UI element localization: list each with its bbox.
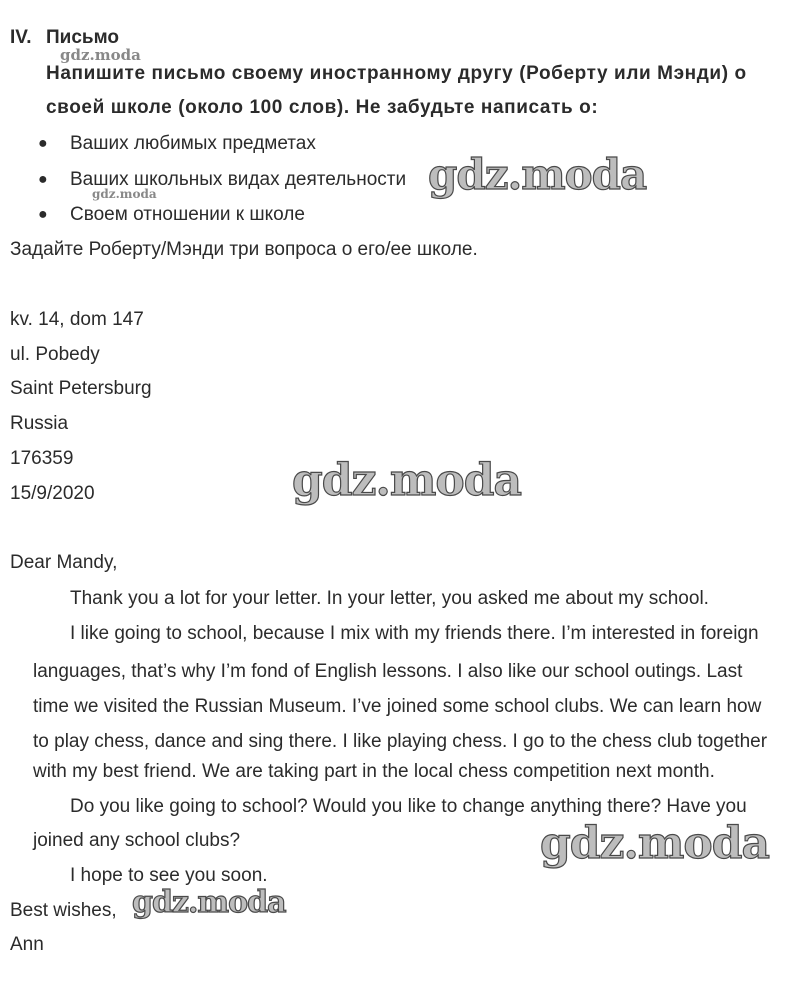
letter-signature: Ann <box>10 934 44 955</box>
letter-paragraph-1: Thank you a lot for your letter. In your letter, you asked me about my school. <box>70 588 709 609</box>
address-line-1: kv. 14, dom 147 <box>10 309 144 330</box>
letter-paragraph-3-first: Do you like going to school? Would you like to change anything there? Have you <box>70 796 747 817</box>
letter-greeting: Dear Mandy, <box>10 552 118 573</box>
bullet-item-attitude: Своем отношении к школе <box>70 204 305 225</box>
questions-note: Задайте Роберту/Мэнди три вопроса о его/ее школе. <box>10 239 478 260</box>
letter-paragraph-2-line: time we visited the Russian Museum. I’ve joined some school clubs. We can learn how <box>33 696 762 717</box>
letter-paragraph-3-line: joined any school clubs? <box>33 830 241 851</box>
watermark-tiny: gdz.moda <box>92 187 157 201</box>
letter-paragraph-2-line: languages, that’s why I’m fond of English lessons. I also like our school outings. Last <box>33 661 743 682</box>
instruction-line-2: своей школе (около 100 слов). Не забудьте написать о: <box>46 97 599 118</box>
bullet-marker: ● <box>38 135 48 152</box>
task-number: IV. <box>10 27 32 48</box>
bullet-item-activities: Ваших школьных видах деятельности <box>70 169 407 190</box>
watermark-logo: gdz.moda <box>428 150 647 199</box>
letter-date: 15/9/2020 <box>10 483 95 504</box>
address-line-4: Russia <box>10 413 69 434</box>
watermark-logo: gdz.moda <box>292 455 522 506</box>
letter-paragraph-2-line: to play chess, dance and sing there. I like playing chess. I go to the chess club together <box>33 731 768 752</box>
address-postcode: 176359 <box>10 448 74 469</box>
letter-closing: Best wishes, <box>10 900 117 921</box>
address-line-2: ul. Pobedy <box>10 344 100 365</box>
address-line-3: Saint Petersburg <box>10 378 152 399</box>
bullet-marker: ● <box>38 206 48 223</box>
letter-paragraph-2-line: with my best friend. We are taking part in the local chess competition next month. <box>33 761 715 782</box>
bullet-marker: ● <box>38 171 48 188</box>
letter-paragraph-2-first: I like going to school, because I mix with my friends there. I’m interested in foreign <box>70 623 759 644</box>
task-title: Письмо <box>46 27 119 48</box>
watermark-logo: gdz.moda <box>132 885 286 920</box>
watermark-small: gdz.moda <box>60 46 141 64</box>
instruction-line-1: Напишите письмо своему иностранному другу (Роберту или Мэнди) о <box>46 63 747 84</box>
bullet-item-subjects: Ваших любимых предметах <box>70 133 316 154</box>
watermark-logo: gdz.moda <box>540 818 770 869</box>
letter-paragraph-4: I hope to see you soon. <box>70 865 268 886</box>
